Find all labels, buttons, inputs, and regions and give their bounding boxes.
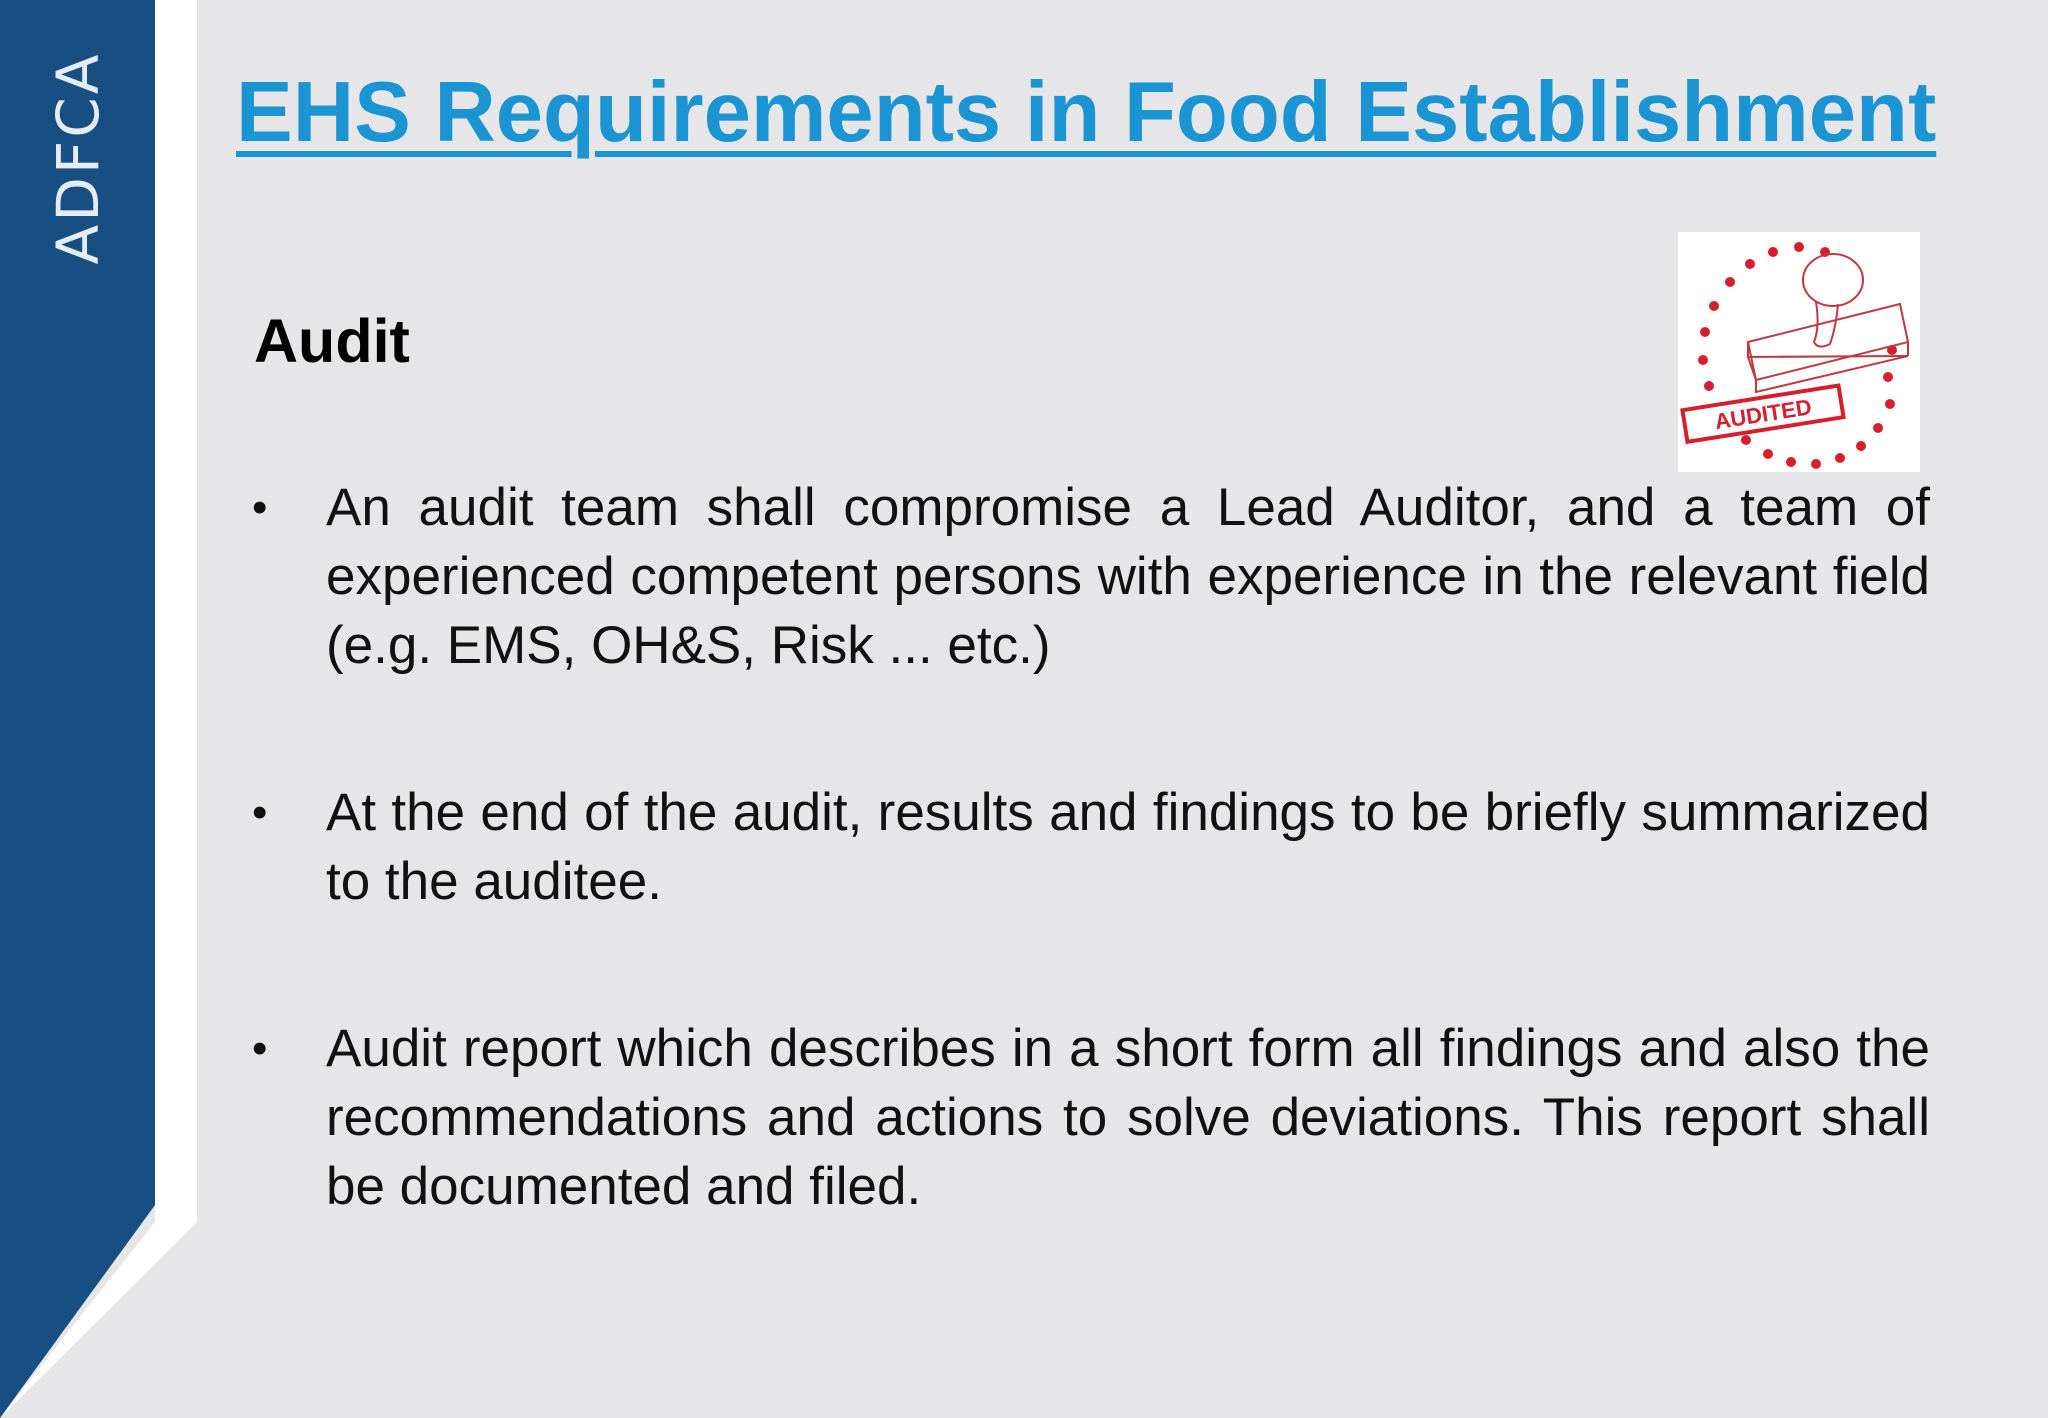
list-item [236, 473, 1930, 680]
brand-logo-text: ADFCA [44, 51, 112, 265]
bullet-marker: • [252, 483, 268, 532]
list-item [236, 778, 1930, 916]
stamp-handle-icon [1748, 254, 1908, 392]
bullet-marker: • [252, 1024, 268, 1073]
stamp-label: AUDITED [1712, 394, 1814, 435]
bullet-text: An audit team shall compromise a Lead Auditor, and a team of experienced competent persons with experience in the relevant field (e.g. EMS, OH&S, Risk ... etc.) [326, 478, 1930, 675]
bullet-marker: • [252, 788, 268, 837]
audited-stamp-icon [1678, 232, 1920, 472]
bullet-text: At the end of the audit, results and findings to be briefly summarized to the auditee. [326, 783, 1930, 911]
bullet-text: Audit report which describes in a short form all findings and also the recommendations and actions to solve deviations. This report shall be documented and filed. [326, 1019, 1930, 1216]
slide-title: EHS Requirements in Food Establishment [236, 65, 1937, 160]
list-item [236, 1014, 1930, 1221]
section-heading: Audit [254, 307, 410, 375]
bullet-list [236, 473, 1930, 1221]
stamp-label-box [1682, 386, 1843, 442]
